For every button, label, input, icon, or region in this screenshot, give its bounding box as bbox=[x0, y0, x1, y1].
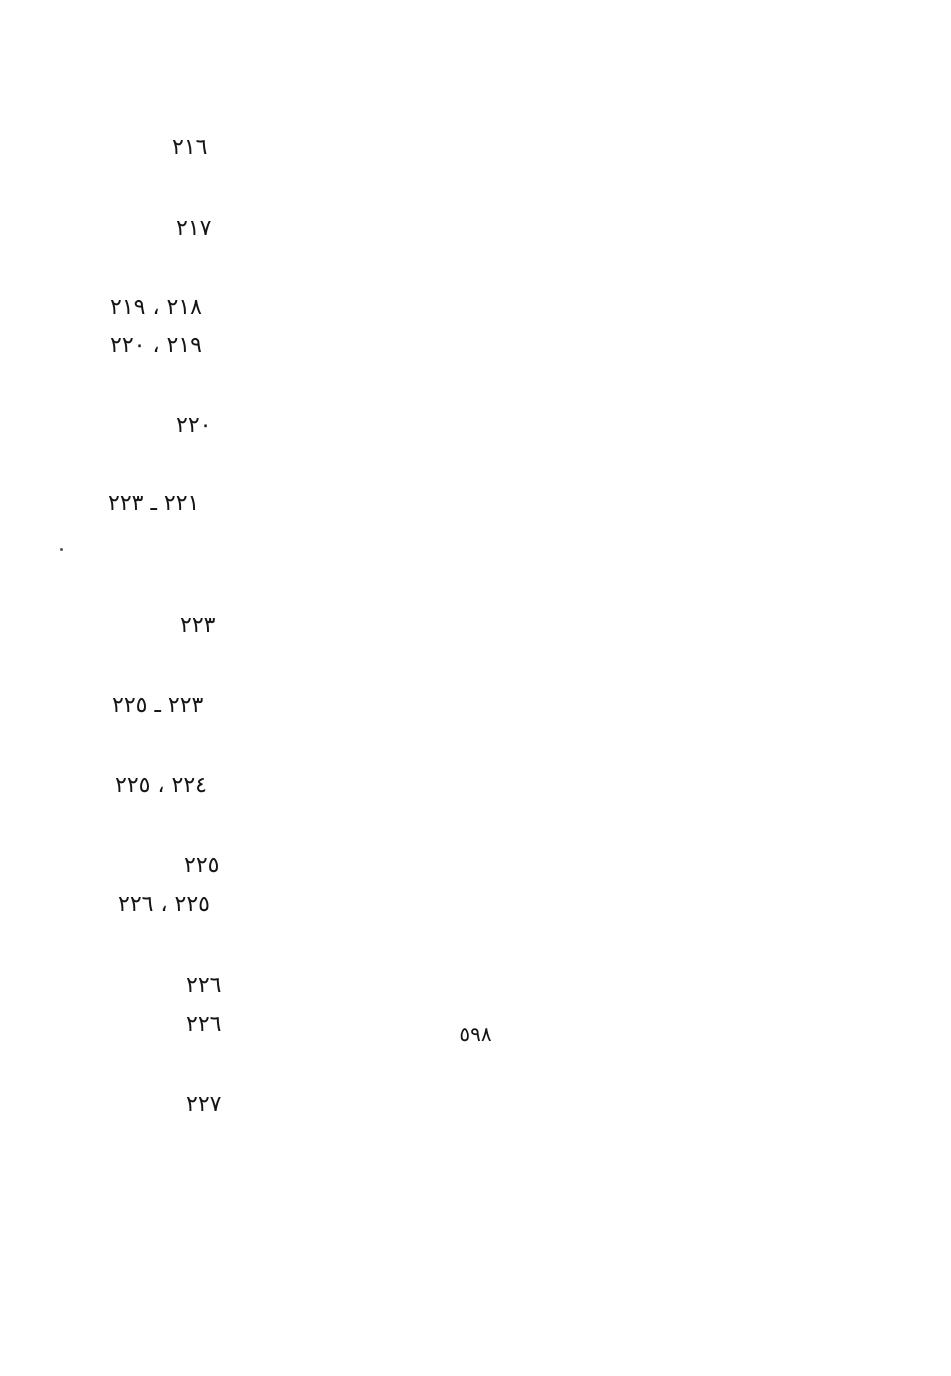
page-reference: ٢٢٦ bbox=[186, 1012, 222, 1037]
page-reference: ٢٢٧ bbox=[186, 1092, 222, 1117]
page-reference: ٢١٧ bbox=[176, 216, 212, 241]
page-reference: ٢١٦ bbox=[172, 135, 208, 160]
page-reference: ٢٢٥ ، ٢٢٦ bbox=[118, 892, 210, 917]
page-reference: ٢٢٦ bbox=[186, 973, 222, 998]
scan-speck bbox=[60, 548, 63, 551]
page-reference: ٢٢٠ bbox=[176, 413, 212, 438]
page-number: ٥٩٨ bbox=[459, 1022, 492, 1046]
page-reference: ٢٢٣ ـ ٢٢٥ bbox=[112, 693, 204, 718]
page-reference: ٢٢١ ـ ٢٢٣ bbox=[108, 491, 200, 516]
page-reference: ٢١٨ ، ٢١٩ bbox=[110, 295, 202, 320]
page-reference: ٢٢٤ ، ٢٢٥ bbox=[115, 773, 207, 798]
page-reference: ٢١٩ ، ٢٢٠ bbox=[110, 333, 202, 358]
page-reference: ٢٢٥ bbox=[184, 853, 220, 878]
page-reference: ٢٢٣ bbox=[180, 613, 216, 638]
